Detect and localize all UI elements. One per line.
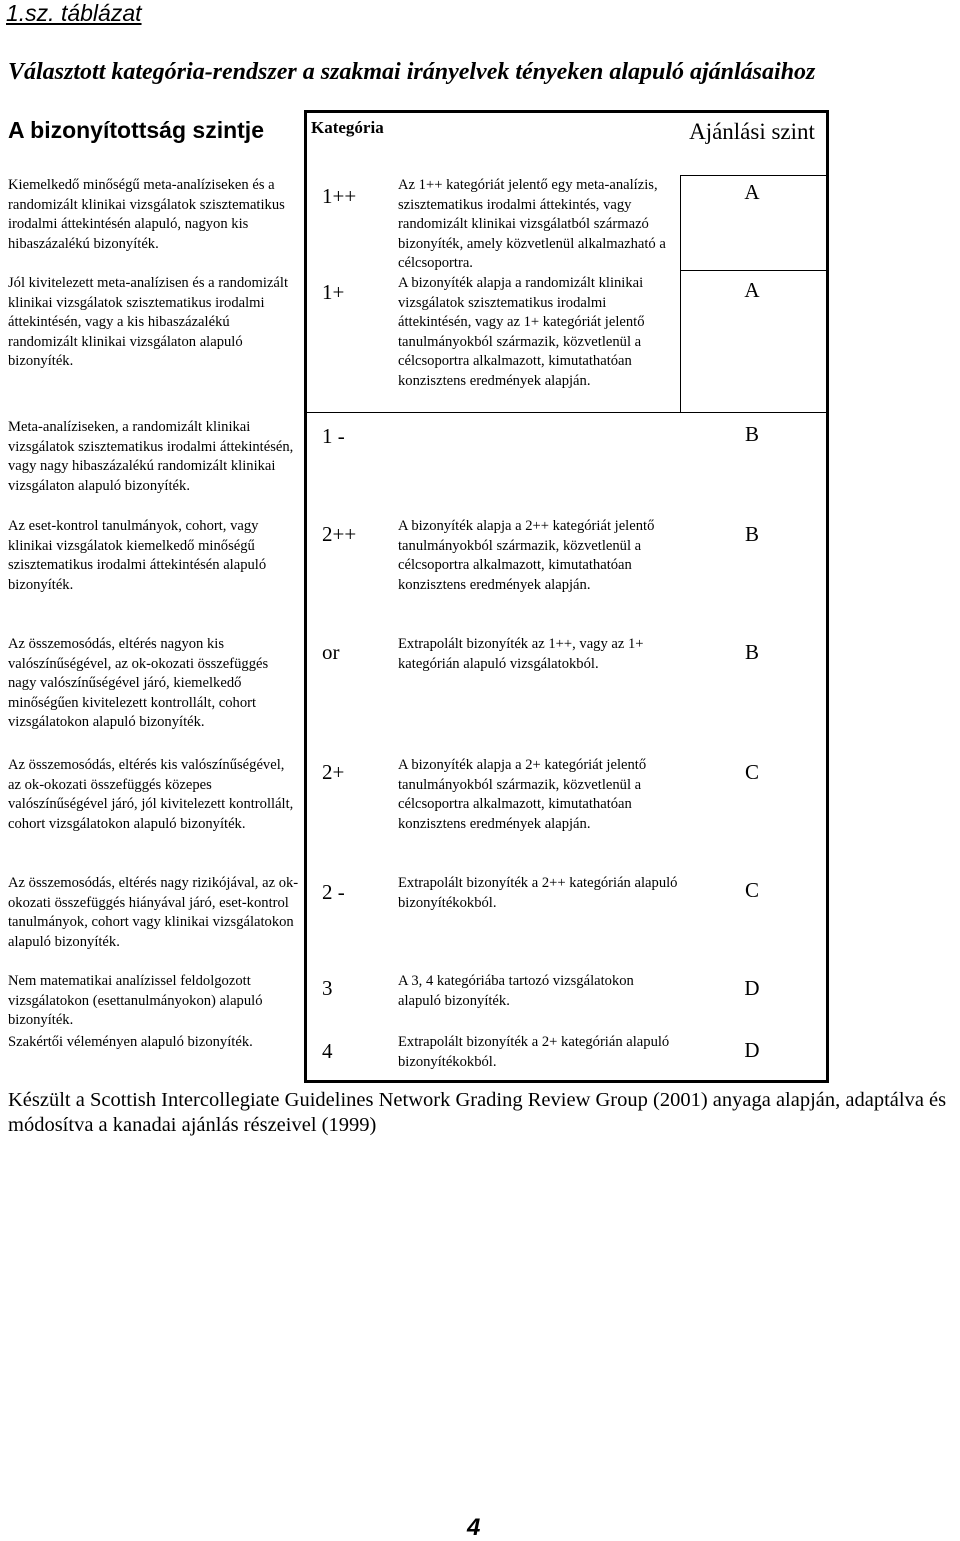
table-row-4-evidence-level: Az eset-kontrol tanulmányok, cohort, vagy klinikai vizsgálatok kiemelkedő minőségű szisztematikus irodalmi áttekintésén alapuló bizonyíték. [8,518,267,593]
table-row-8-category-code: 3 [322,976,333,1000]
table-row-7-category-code: 2 - [322,880,345,904]
row-divider-1 [680,270,828,271]
table-row-1-category-code: 1++ [322,184,357,208]
table-row-3-evidence-level: Meta-analíziseken, a randomizált klinikai vizsgálatok szisztematikus irodalmi áttekintésén, vagy nagy hibaszázalékú randomizált klinikai vizsgálaton alapuló bizonyíték. [8,419,294,494]
table-caption-label: 1.sz. táblázat [6,0,142,26]
table-row-7-grade: C [744,878,759,902]
grade-column-divider [680,175,681,413]
header-recommendation-grade: Ajánlási szint [689,119,815,144]
table-row-2-description: A bizonyíték alapja a randomizált klinikai vizsgálatok szisztematikus irodalmi áttekintésén, vagy az 1+ kategóriát jelentő tanulmányokból származik, közvetlenül a célcsoportra alkalmazott, kimutathatóan konzisztens eredmények alapján. [398,275,645,389]
table-row-6-grade: C [744,760,759,784]
table-row-3-category-code: 1 - [322,424,345,448]
table-row-4-category-code: 2++ [322,522,357,546]
table-row-5-description: Extrapolált bizonyíték az 1++, vagy az 1+ kategórián alapuló vizsgálatokból. [398,636,644,672]
table-row-5-grade: B [744,640,759,664]
header-category: Kategória [311,118,384,137]
table-row-9-description: Extrapolált bizonyíték a 2+ kategórián alapuló bizonyítékokból. [398,1034,670,1070]
table-row-8-description: A 3, 4 kategóriába tartozó vizsgálatokon alapuló bizonyíték. [398,973,634,1009]
table-row-2-grade: A [744,278,760,302]
table-row-6-description: A bizonyíték alapja a 2+ kategóriát jelentő tanulmányokból származik, közvetlenül a célcsoportra alkalmazott, kimutathatóan konzisztens eredmények alapján. [398,757,647,832]
row-divider-2 [306,412,828,413]
table-row-9-category-code: 4 [322,1039,333,1063]
page-number: 4 [467,1514,481,1541]
table-top-border [304,110,829,113]
header-evidence-level: A bizonyítottság szintje [8,117,264,143]
table-left-border [304,110,307,1083]
table-row-2-evidence-level: Jól kivitelezett meta-analízisen és a randomizált klinikai vizsgálatok szisztematikus irodalmi áttekintésén, vagy a kis hibaszázalékú randomizált klinikai vizsgálaton alapuló bizonyíték. [8,275,289,369]
table-row-5-category-code: or [322,640,340,664]
table-row-1-grade: A [744,180,760,204]
table-row-6-category-code: 2+ [322,760,345,784]
grade-header-divider [680,175,828,176]
table-row-9-evidence-level: Szakértői véleményen alapuló bizonyíték. [8,1034,253,1050]
table-row-5-evidence-level: Az összemosódás, eltérés nagyon kis valószínűségével, az ok-okozati összefüggés nagy valószínűségével járó, kiemelkedő minőségűen kivitelezett kontrollált, cohort vizsgálatokon alapuló bizonyíték. [8,636,269,730]
table-row-7-description: Extrapolált bizonyíték a 2++ kategórián alapuló bizonyítékokból. [398,875,678,911]
table-row-8-evidence-level: Nem matematikai analízissel feldolgozott vizsgálatokon (esettanulmányokon) alapuló bizonyíték. [8,973,263,1028]
table-row-1-description: Az 1++ kategóriát jelentő egy meta-analízis, szisztematikus irodalmi áttekintés, vagy randomizált klinikai vizsgálatból származó bizonyíték, amely közvetlenül alkalmazható a célcsoportra. [398,177,666,271]
table-row-2-category-code: 1+ [322,280,345,304]
table-row-9-grade: D [744,1038,760,1062]
table-row-1-evidence-level: Kiemelkedő minőségű meta-analíziseken és a randomizált klinikai vizsgálatok szisztematikus irodalmi áttekintésén alapuló, nagyon kis hibaszázalékú bizonyíték. [8,177,285,252]
document-title: Választott kategória-rendszer a szakmai irányelvek tényeken alapuló ajánlásaihoz [8,59,816,85]
source-footnote: Készült a Scottish Intercollegiate Guidelines Network Grading Review Group (2001) anyaga alapján, adaptálva és módosítva a kanadai ajánlás részeivel (1999) [8,1089,947,1136]
table-bottom-border [304,1080,829,1083]
table-row-7-evidence-level: Az összemosódás, eltérés nagy rizikójával, az ok-okozati összefüggés hiányával járó, eset-kontrol tanulmányok, cohort vagy klinikai vizsgálatokon alapuló bizonyíték. [8,875,299,950]
table-row-3-grade: B [744,422,759,446]
table-row-4-grade: B [744,522,759,546]
table-right-border [826,110,829,1083]
table-row-4-description: A bizonyíték alapja a 2++ kategóriát jelentő tanulmányokból származik, közvetlenül a célcsoportra alkalmazott, kimutathatóan konzisztens eredmények alapján. [398,518,655,593]
table-row-8-grade: D [744,976,760,1000]
table-row-6-evidence-level: Az összemosódás, eltérés kis valószínűségével, az ok-okozati összefüggés közepes valószínűségével járó, jól kivitelezett kontrollált, cohort vizsgálatokon alapuló bizonyíték. [8,757,294,832]
